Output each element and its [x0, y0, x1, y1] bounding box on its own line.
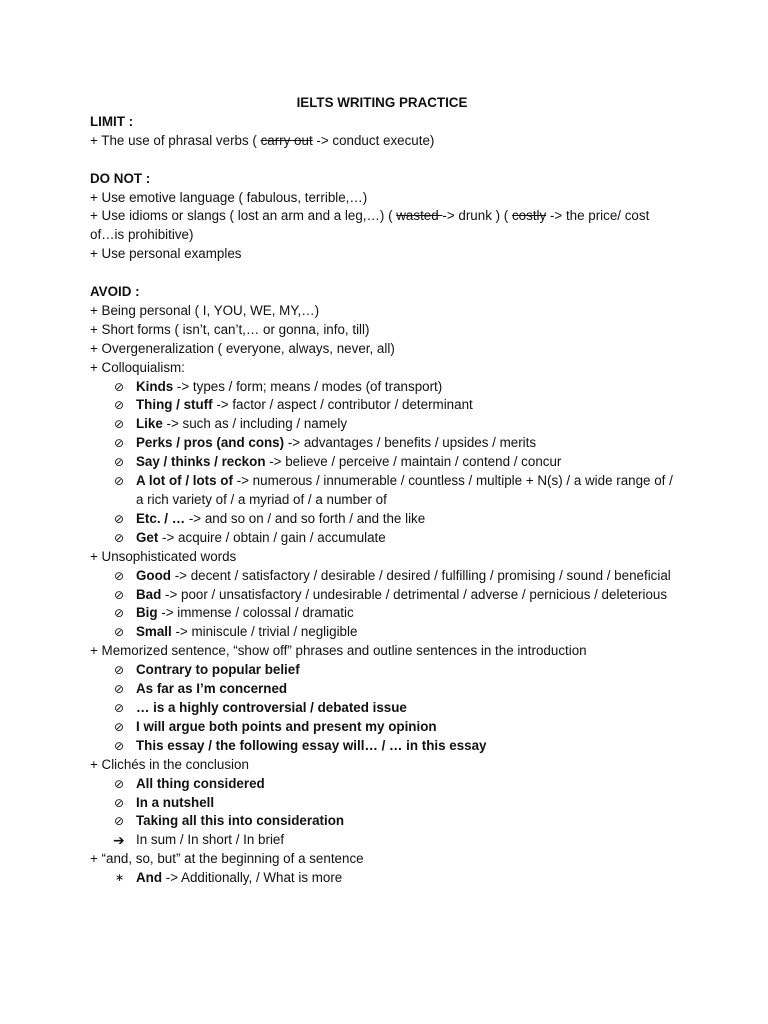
limit-item-phrasal-verbs: [90, 132, 690, 151]
list-item-term: Etc. / …: [136, 510, 186, 526]
struck-text: carry out: [260, 132, 313, 148]
list-item-term: Bad: [136, 586, 162, 602]
list-item: [90, 737, 690, 756]
circle-slash-bullet-icon: ⊘: [114, 398, 125, 413]
spacer: [90, 264, 690, 283]
list-item-text: -> believe / perceive / maintain / contend / concur: [265, 454, 562, 470]
list-item-text: -> poor / unsatisfactory / undesirable / detrimental / adverse / pernicious / deleterious: [161, 586, 668, 602]
list-item-text: -> types / form; means / modes (of transport): [173, 378, 443, 394]
list-item-term: Good: [136, 567, 171, 583]
spacer: [90, 151, 690, 170]
list-item-term: A lot of / lots of: [136, 473, 233, 489]
circle-slash-bullet-icon: ⊘: [114, 530, 125, 545]
list-item: [90, 472, 676, 510]
list-item-term: Taking all this into consideration: [136, 813, 345, 829]
list-item-text: -> and so on / and so forth / and the like: [185, 510, 426, 526]
list-item-term: In a nutshell: [136, 794, 215, 810]
list-item-text: -> miniscule / trivial / negligible: [171, 624, 358, 640]
circle-slash-bullet-icon: ⊘: [114, 663, 125, 678]
list-item: [90, 529, 690, 548]
avoid-item-conjunctions: + “and, so, but” at the beginning of a sentence: [90, 851, 364, 867]
list-item-term: Thing / stuff: [136, 397, 213, 413]
list-item: [90, 510, 690, 529]
list-item: [90, 775, 690, 794]
circle-slash-bullet-icon: ⊘: [114, 682, 125, 697]
do-not-item-personal: + Use personal examples: [90, 246, 242, 262]
colloquialism-list: [90, 378, 690, 548]
circle-slash-bullet-icon: ⊘: [114, 379, 125, 394]
memorized-list: [90, 661, 690, 756]
circle-slash-bullet-icon: ⊘: [114, 814, 125, 829]
list-item-text: -> decent / satisfactory / desirable / desired / fulfilling / promising / sound / beneficial: [170, 567, 671, 583]
avoid-item-colloquialism: + Colloquialism:: [90, 359, 185, 375]
text-segment: -> conduct execute): [312, 132, 435, 148]
struck-text: costly: [511, 208, 547, 224]
list-item-text: -> numerous / innumerable / countless / multiple + N(s) / a wide range of / a rich variety of / a myriad of / a number of: [136, 473, 673, 507]
list-item-term: Say / thinks / reckon: [136, 454, 266, 470]
do-not-item-idioms: [90, 207, 690, 226]
list-item: [90, 680, 690, 699]
circle-slash-bullet-icon: ⊘: [114, 719, 125, 734]
avoid-item-memorized: + Memorized sentence, “show off” phrases and outline sentences in the introduction: [90, 643, 587, 659]
list-item: [90, 869, 690, 888]
list-item: [90, 812, 690, 831]
list-item: [90, 396, 690, 415]
circle-slash-bullet-icon: ⊘: [114, 776, 125, 791]
list-item-term: This essay / the following essay will… / … in this essay: [136, 737, 487, 753]
document-page: [90, 94, 690, 888]
list-item: [90, 567, 676, 586]
list-item-term: And: [136, 870, 163, 886]
list-item-term: All thing considered: [136, 775, 265, 791]
list-item-term: Big: [136, 605, 158, 621]
circle-slash-bullet-icon: ⊘: [114, 738, 125, 753]
arrow-icon: ➔: [113, 832, 125, 849]
list-item: [90, 415, 690, 434]
circle-slash-bullet-icon: ⊘: [114, 568, 125, 583]
circle-slash-bullet-icon: ⊘: [114, 606, 125, 621]
list-item: [90, 604, 690, 623]
list-item-term: Contrary to popular belief: [136, 662, 300, 678]
star-icon: ∗: [115, 872, 125, 885]
do-not-item-idioms-cont: of…is prohibitive): [90, 227, 194, 243]
circle-slash-bullet-icon: ⊘: [114, 625, 125, 640]
do-not-item-emotive: + Use emotive language ( fabulous, terrible,…): [90, 189, 368, 205]
circle-slash-bullet-icon: ⊘: [114, 795, 125, 810]
avoid-item-unsophisticated: + Unsophisticated words: [90, 548, 237, 564]
list-item-text: -> immense / colossal / dramatic: [157, 605, 354, 621]
list-item-term: Small: [136, 624, 172, 640]
struck-text: wasted: [396, 208, 443, 224]
list-item: [90, 453, 690, 472]
avoid-item-personal: + Being personal ( I, YOU, WE, MY,…): [90, 302, 320, 318]
circle-slash-bullet-icon: ⊘: [114, 700, 125, 715]
circle-slash-bullet-icon: ⊘: [114, 455, 125, 470]
list-item-term: Perks / pros (and cons): [136, 435, 285, 451]
list-item-text: -> acquire / obtain / gain / accumulate: [158, 529, 386, 545]
list-item: [90, 623, 690, 642]
text-segment: + The use of phrasal verbs (: [90, 132, 261, 148]
list-item: [90, 661, 690, 680]
text-segment: + Use idioms or slangs ( lost an arm and a leg,…) (: [90, 208, 397, 224]
list-item-text: -> such as / including / namely: [162, 416, 348, 432]
unsophisticated-list: [90, 567, 690, 643]
circle-slash-bullet-icon: ⊘: [114, 474, 125, 489]
avoid-item-overgeneralization: + Overgeneralization ( everyone, always, never, all): [90, 340, 395, 356]
list-item-term: … is a highly controversial / debated issue: [136, 699, 407, 715]
list-item-text: -> Additionally, / What is more: [162, 870, 343, 886]
list-item-term: I will argue both points and present my opinion: [136, 718, 437, 734]
list-item-term: Kinds: [136, 378, 174, 394]
avoid-heading: AVOID :: [90, 284, 140, 300]
avoid-item-short-forms: + Short forms ( isn’t, can’t,… or gonna, info, till): [90, 321, 370, 337]
list-item: [90, 831, 690, 850]
circle-slash-bullet-icon: ⊘: [114, 511, 125, 526]
list-item: [90, 699, 690, 718]
circle-slash-bullet-icon: ⊘: [114, 587, 125, 602]
list-item: [90, 378, 690, 397]
list-item-text: In sum / In short / In brief: [136, 832, 285, 848]
circle-slash-bullet-icon: ⊘: [114, 436, 125, 451]
list-item: [90, 718, 690, 737]
document-title: IELTS WRITING PRACTICE: [296, 95, 468, 110]
text-segment: -> drunk ) (: [442, 208, 512, 224]
cliches-list: [90, 775, 690, 832]
do-not-heading: DO NOT :: [90, 170, 151, 186]
list-item-term: Like: [136, 416, 163, 432]
list-item: [90, 586, 676, 605]
list-item-term: Get: [136, 529, 159, 545]
text-segment: -> the price/ cost: [546, 208, 650, 224]
list-item-term: As far as I’m concerned: [136, 681, 288, 697]
list-item: [90, 794, 690, 813]
avoid-item-cliches: + Clichés in the conclusion: [90, 756, 249, 772]
limit-heading: LIMIT :: [90, 113, 134, 129]
list-item-text: -> factor / aspect / contributor / determinant: [212, 397, 473, 413]
list-item: [90, 434, 690, 453]
list-item-text: -> advantages / benefits / upsides / merits: [284, 435, 537, 451]
circle-slash-bullet-icon: ⊘: [114, 417, 125, 432]
